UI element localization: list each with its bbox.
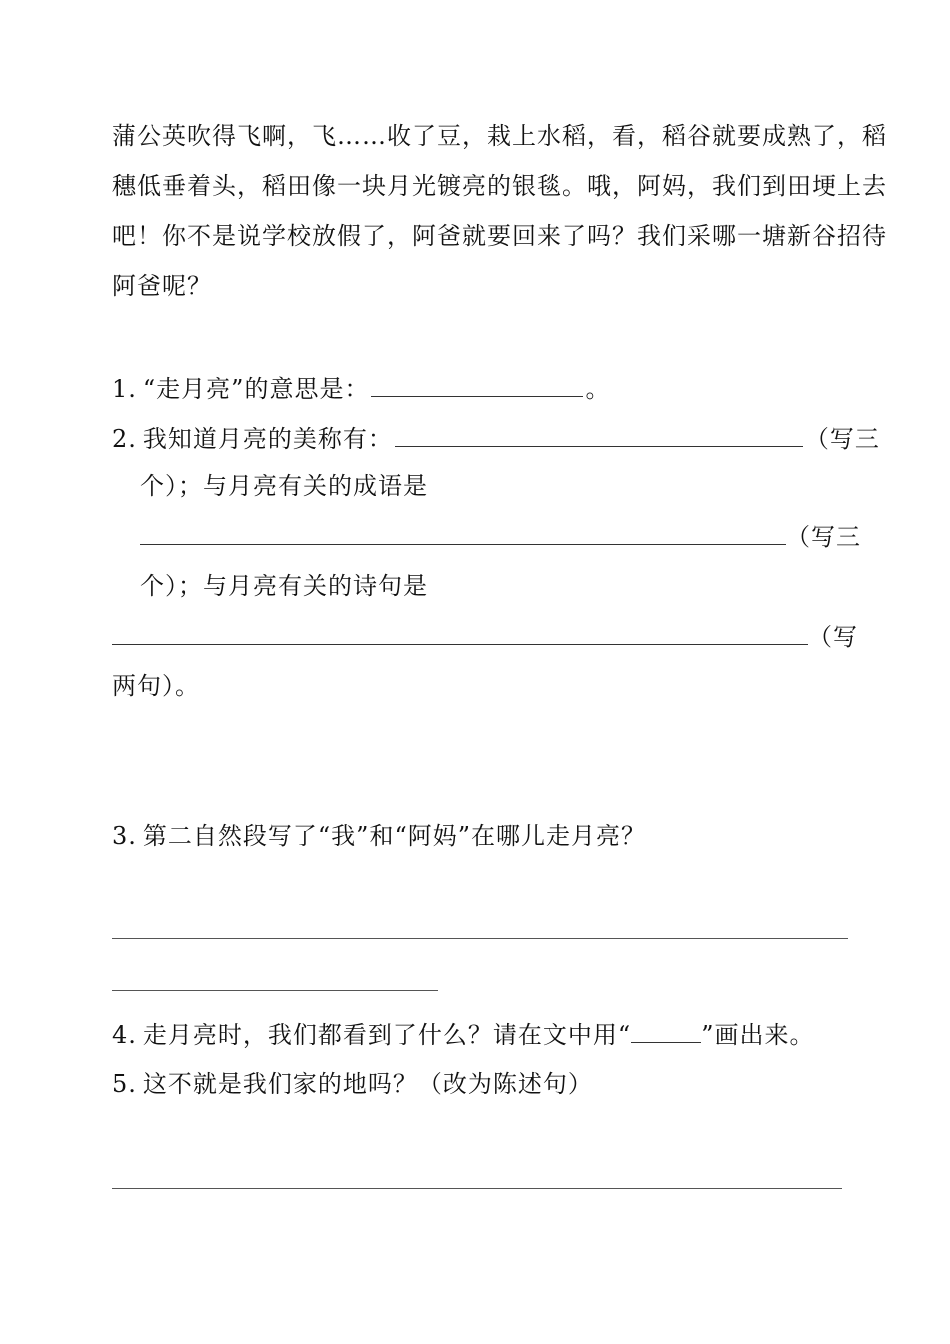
question-text: “走月亮”的意思是： — [142, 375, 370, 403]
question-text: 第二自然段写了“我”和“阿妈”在哪儿走月亮？ — [142, 822, 646, 850]
question-number: 3. — [112, 822, 137, 850]
question-2-line-3 — [140, 520, 861, 553]
question-number: 5. — [112, 1070, 137, 1098]
question-2-line-4: 个）；与月亮有关的诗句是 — [140, 572, 428, 600]
answer-line[interactable] — [112, 990, 438, 991]
passage-line: 穗低垂着头，稻田像一块月光镀亮的银毯。哦，阿妈，我们到田埂上去 — [112, 172, 887, 200]
passage-line: 阿爸呢？ — [112, 272, 212, 300]
passage-line: 吧！你不是说学校放假了，阿爸就要回来了吗？我们采哪一塘新谷招待 — [112, 222, 887, 250]
answer-line[interactable] — [112, 1188, 842, 1189]
question-end: 。 — [585, 375, 611, 403]
answer-blank[interactable] — [140, 520, 786, 545]
question-text: 走月亮时，我们都看到了什么？请在文中用“ — [142, 1021, 632, 1049]
answer-blank[interactable] — [112, 620, 808, 645]
question-5 — [112, 1068, 593, 1100]
answer-line[interactable] — [112, 938, 848, 939]
question-number: 4. — [112, 1021, 137, 1049]
passage-line: 蒲公英吹得飞啊，飞……收了豆，栽上水稻，看，稻谷就要成熟了，稻 — [112, 122, 887, 150]
answer-blank[interactable] — [371, 372, 583, 397]
question-note: （写 — [808, 623, 858, 651]
question-text: 我知道月亮的美称有： — [142, 425, 393, 453]
question-1 — [112, 372, 610, 405]
question-2 — [112, 422, 880, 455]
answer-blank[interactable] — [395, 422, 803, 447]
question-4 — [112, 1018, 814, 1051]
question-number: 1. — [112, 375, 137, 403]
question-2-line-5 — [112, 620, 858, 653]
question-end: ”画出来。 — [701, 1021, 815, 1049]
question-note: （写三 — [804, 425, 880, 453]
question-note: （写三 — [786, 523, 861, 551]
question-number: 2. — [112, 425, 137, 453]
question-2-line-2: 个）；与月亮有关的成语是 — [140, 472, 428, 500]
question-text: 这不就是我们家的地吗？（改为陈述句） — [142, 1070, 593, 1098]
question-3 — [112, 820, 646, 852]
underline-sample — [631, 1018, 701, 1043]
question-2-line-6: 两句）。 — [112, 672, 200, 700]
